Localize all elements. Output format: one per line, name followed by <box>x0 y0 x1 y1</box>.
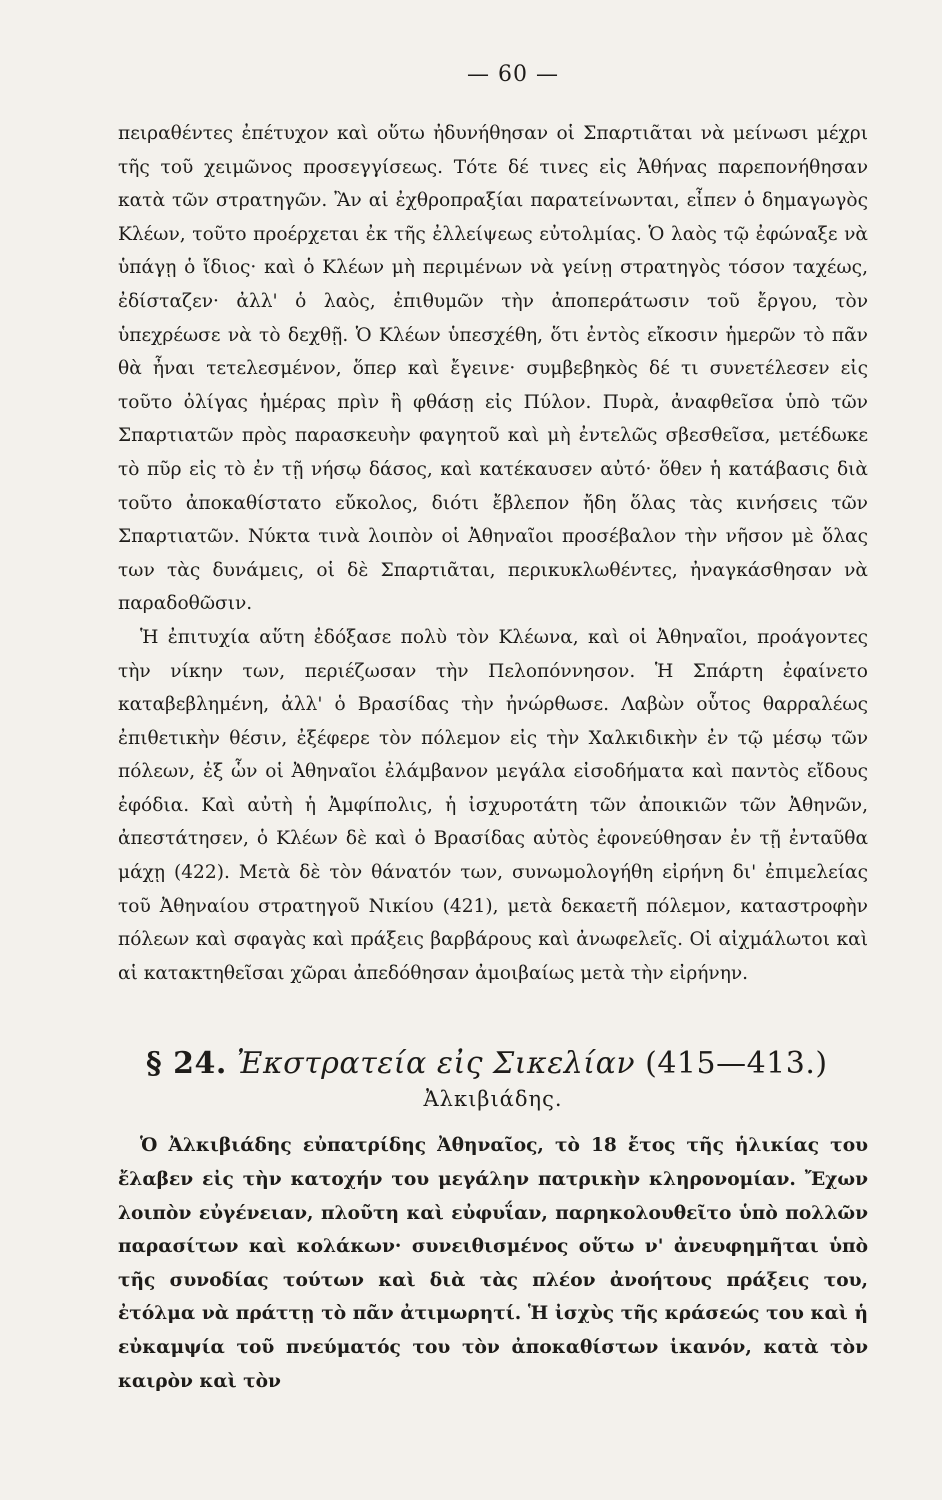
section-dates: (415—413.) <box>635 1046 828 1082</box>
section-title: Ἐκστρατεία εἰς Σικελίαν <box>226 1046 636 1082</box>
section-number: § 24. <box>146 1046 227 1082</box>
paragraph-cleon-victory: Ἡ ἐπιτυχία αὕτη ἐδόξασε πολὺ τὸν Κλέωνα, καὶ οἱ Ἀθηναῖοι, προάγοντες τὴν νίκην των, περιέζωσαν τὴν Πελοπόννησον. Ἡ Σπάρτη ἐφαίνετο καταβεβλημένη, ἀλλ' ὁ Βρασίδας τὴν ἠνώρθωσε. Λαβὼν οὗτος θαρραλέως ἐπιθετικὴν θέσιν, ἐξέφερε τὸν πόλεμον εἰς τὴν Χαλκιδικὴν ἐν τῷ μέσῳ τῶν πόλεων, ἐξ ὧν οἱ Ἀθηναῖοι ἐλάμβανον μεγάλα εἰσοδήματα καὶ παντὸς εἴδους ἐφόδια. Καὶ αὐτὴ ἡ Ἀμφίπολις, ἡ ἰσχυροτάτη τῶν ἀποικιῶν τῶν Ἀθηνῶν, ἀπεστάτησεν, ὁ Κλέων δὲ καὶ ὁ Βρασίδας αὐτὸς ἐφονεύθησαν ἐν τῇ ἐνταῦθα μάχῃ (422). Μετὰ δὲ τὸν θάνατόν των, συνωμολογήθη εἰρήνη δι' ἐπιμελείας τοῦ Ἀθηναίου στρατηγοῦ Νικίου (421), μετὰ δεκαετῆ πόλεμον, καταστροφὴν πόλεων καὶ σφαγὰς καὶ πράξεις βαρβάρους καὶ ἀνωφελεῖς. Οἱ αἰχμάλωτοι καὶ αἱ κατακτηθεῖσαι χῶραι ἀπεδόθησαν ἀμοιβαίως μετὰ τὴν εἰρήνην. <box>118 626 868 984</box>
page-number: — 60 — <box>467 62 559 87</box>
body-text <box>118 117 868 990</box>
paragraph-alcibiades: Ὁ Ἀλκιβιάδης εὐπατρίδης Ἀθηναῖος, τὸ 18 ἔτος τῆς ἡλικίας του ἔλαβεν εἰς τὴν κατοχήν του μεγάλην πατρικὴν κληρονομίαν. Ἔχων λοιπὸν εὐγένειαν, πλοῦτη καὶ εὐφυΐαν, παρηκολουθεῖτο ὑπὸ πολλῶν παρασίτων καὶ κολάκων· συνειθισμένος οὕτω ν' ἀνευφημῆται ὑπὸ τῆς συνοδίας τούτων καὶ διὰ τὰς πλέον ἀνοήτους πράξεις του, ἐτόλμα νὰ πράττῃ τὸ πᾶν ἀτιμωρητί. Ἡ ἰσχὺς τῆς κράσεώς του καὶ ἡ εὐκαμψία τοῦ πνεύματός του τὸν ἀποκαθίστων ἱκανόν, κατὰ τὸν καιρὸν καὶ τὸν <box>118 1135 868 1392</box>
section-subheading: Ἀλκιβιάδης. <box>423 1087 563 1112</box>
section-text <box>118 1129 868 1398</box>
paragraph-continuation: πειραθέντες ἐπέτυχον καὶ οὕτω ἠδυνήθησαν οἱ Σπαρτιᾶται νὰ μείνωσι μέχρι τῆς τοῦ χειμῶνος προσεγγίσεως. Τότε δέ τινες εἰς Ἀθήνας παρεπονήθησαν κατὰ τῶν στρατηγῶν. Ἂν αἱ ἐχθροπραξίαι παρατείνωνται, εἶπεν ὁ δημαγωγὸς Κλέων, τοῦτο προέρχεται ἐκ τῆς ἐλλείψεως εὐτολμίας. Ὁ λαὸς τῷ ἐφώναξε νὰ ὑπάγῃ ὁ ἴδιος· καὶ ὁ Κλέων μὴ περιμένων νὰ γείνῃ στρατηγὸς τόσον ταχέως, ἐδίσταζεν· ἀλλ' ὁ λαὸς, ἐπιθυμῶν τὴν ἀποπεράτωσιν τοῦ ἔργου, τὸν ὑπεχρέωσε νὰ τὸ δεχθῇ. Ὁ Κλέων ὑπεσχέθη, ὅτι ἐντὸς εἴκοσιν ἡμερῶν τὸ πᾶν θὰ ἦναι τετελεσμένον, ὅπερ καὶ ἔγεινε· συμβεβηκὸς δέ τι συνετέλεσεν εἰς τοῦτο ὀλίγας ἡμέρας πρὶν ἢ φθάσῃ εἰς Πύλον. Πυρὰ, ἀναφθεῖσα ὑπὸ τῶν Σπαρτιατῶν πρὸς παρασκευὴν φαγητοῦ καὶ μὴ ἐντελῶς σβεσθεῖσα, μετέδωκε τὸ πῦρ εἰς τὸ ἐν τῇ νήσῳ δάσος, καὶ κατέκαυσεν αὐτό· ὅθεν ἡ κατάβασις διὰ τοῦτο ἀποκαθίστατο εὔκολος, διότι ἔβλεπον ἤδη ὅλας τὰς κινήσεις τῶν Σπαρτιατῶν. Νύκτα τινὰ λοιπὸν οἱ Ἀθηναῖοι προσέβαλον τὴν νῆσον μὲ ὅλας των τὰς δυνάμεις, οἱ δὲ Σπαρτιᾶται, περικυκλωθέντες, ἠναγκάσθησαν νὰ παραδοθῶσιν. <box>118 123 868 615</box>
section-heading <box>118 1046 868 1081</box>
